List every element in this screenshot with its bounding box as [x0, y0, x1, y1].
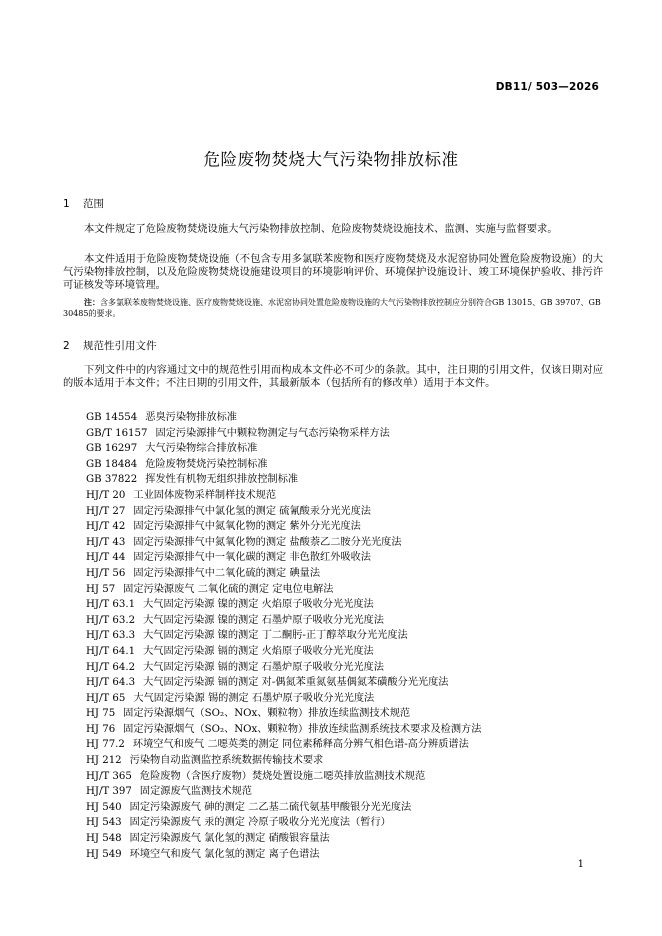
reference-code: HJ/T 27 — [86, 505, 126, 517]
reference-code: HJ/T 63.2 — [86, 614, 136, 626]
reference-item — [86, 722, 481, 738]
section-1-heading — [63, 196, 104, 211]
reference-name: 大气固定污染源 镉的测定 石墨炉原子吸收分光光度法 — [143, 661, 384, 673]
reference-name: 固定污染源废气 汞的测定 冷原子吸收分光光度法（暂行） — [129, 817, 391, 829]
reference-item — [86, 753, 481, 769]
reference-name: 固定污染源排气中氮氧化物的测定 紫外分光光度法 — [133, 521, 361, 533]
reference-name: 固定污染源排气中颗粒物测定与气态污染物采样方法 — [155, 427, 390, 439]
reference-item — [86, 628, 481, 644]
reference-code: HJ/T 365 — [86, 770, 132, 782]
reference-item — [86, 769, 481, 785]
reference-code: HJ/T 63.1 — [86, 599, 136, 611]
page-number: 1 — [577, 859, 584, 870]
reference-item — [86, 613, 481, 629]
reference-name: 环境空气和废气 氯化氢的测定 离子色谱法 — [129, 848, 320, 860]
references-intro: 下列文件中的内容通过文中的规范性引用而构成本文件必不可少的条款。其中，注日期的引用文件，仅该日期对应的版本适用于本文件；不注日期的引用文件，其最新版本（包括所有的修改单）适用于本文件。 — [63, 364, 603, 389]
reference-name: 大气固定污染源 镍的测定 丁二酮肟-正丁醇萃取分光光度法 — [143, 630, 408, 642]
reference-code: HJ/T 64.3 — [86, 677, 136, 689]
reference-name: 大气固定污染源 镉的测定 火焰原子吸收分光光度法 — [143, 645, 374, 657]
reference-code: HJ 548 — [86, 833, 122, 845]
reference-item — [86, 644, 481, 660]
reference-code: GB/T 16157 — [86, 427, 148, 439]
reference-name: 固定源废气监测技术规范 — [139, 786, 252, 798]
reference-item — [86, 691, 481, 707]
reference-item — [86, 426, 481, 442]
reference-name: 危险废物（含医疗废物）焚烧处置设施二噁英排放监测技术规范 — [139, 770, 426, 782]
reference-item — [86, 457, 481, 473]
note-text: 含多氯联苯废物焚烧设施、医疗废物焚烧设施、水泥窑协同处置危险废物设施的大气污染物排放控制应分别符合GB 13015、GB 39707、GB 30485的要求。 — [63, 298, 601, 318]
reference-name: 工业固体废物采样制样技术规范 — [133, 489, 277, 501]
reference-name: 恶臭污染物排放标准 — [145, 412, 237, 423]
section-number: 2 — [63, 340, 70, 352]
reference-name: 危险废物焚烧污染控制标准 — [145, 458, 268, 470]
reference-code: HJ/T 397 — [86, 786, 132, 798]
reference-code: GB 18484 — [86, 458, 138, 470]
reference-code: GB 37822 — [86, 474, 138, 486]
section-title: 范围 — [83, 198, 104, 210]
reference-code: HJ/T 65 — [86, 692, 126, 704]
note-label: 注： — [84, 297, 100, 307]
reference-item — [86, 706, 481, 722]
reference-code: HJ/T 43 — [86, 536, 126, 548]
reference-name: 环境空气和废气 二噁英类的测定 同位素稀释高分辨气相色谱-高分辨质谱法 — [132, 739, 469, 751]
reference-name: 大气固定污染源 镍的测定 石墨炉原子吸收分光光度法 — [143, 614, 384, 626]
reference-code: HJ 76 — [86, 723, 116, 735]
reference-item — [86, 815, 481, 831]
reference-code: HJ/T 42 — [86, 521, 126, 533]
reference-name: 固定污染源烟气（SO₂、NOx、颗粒物）排放连续监测技术规范 — [123, 708, 411, 720]
reference-code: HJ/T 64.2 — [86, 661, 136, 673]
document-code: DB11/ 503—2026 — [495, 81, 599, 93]
reference-item — [86, 519, 481, 535]
reference-code: HJ 549 — [86, 848, 122, 860]
reference-code: HJ/T 20 — [86, 489, 126, 501]
reference-code: HJ 75 — [86, 708, 116, 720]
reference-name: 固定污染源废气 砷的测定 二乙基二硫代氨基甲酸银分光光度法 — [129, 801, 412, 813]
scope-paragraph-2: 本文件适用于危险废物焚烧设施（不包含专用多氯联苯废物和医疗废物焚烧及水泥窑协同处置危险废物设施）的大气污染物排放控制，以及危险废物焚烧设施建设项目的环境影响评价、环境保护设施设计、竣工环境保护验收、排污许可证核发等环境管理。 — [63, 253, 603, 291]
reference-name: 大气污染物综合排放标准 — [145, 443, 258, 455]
reference-code: HJ 212 — [86, 755, 122, 767]
reference-item — [86, 847, 481, 863]
reference-item — [86, 472, 481, 488]
reference-name: 固定污染源排气中氯化氢的测定 硫氰酸汞分光光度法 — [133, 505, 371, 517]
reference-name: 挥发性有机物无组织排放控制标准 — [145, 474, 299, 486]
reference-item — [86, 441, 481, 457]
document-title: 危险废物焚烧大气污染物排放标准 — [203, 150, 459, 169]
reference-code: HJ 543 — [86, 817, 122, 829]
reference-item — [86, 410, 481, 426]
section-2-heading — [63, 338, 157, 353]
reference-code: HJ 57 — [86, 583, 116, 595]
section-title: 规范性引用文件 — [83, 340, 157, 352]
reference-item — [86, 597, 481, 613]
reference-item — [86, 550, 481, 566]
reference-name: 固定污染源排气中氮氧化物的测定 盐酸萘乙二胺分光光度法 — [133, 536, 402, 548]
reference-item — [86, 737, 481, 753]
reference-item — [86, 675, 481, 691]
reference-code: HJ/T 44 — [86, 552, 126, 564]
reference-name: 污染物自动监测监控系统数据传输技术要求 — [129, 755, 324, 767]
reference-name: 大气固定污染源 锡的测定 石墨炉原子吸收分光光度法 — [133, 692, 375, 704]
reference-name: 固定污染源废气 二氧化硫的测定 定电位电解法 — [123, 583, 334, 595]
reference-item — [86, 660, 481, 676]
reference-code: HJ 540 — [86, 801, 122, 813]
reference-name: 固定污染源排气中二氧化硫的测定 碘量法 — [133, 567, 321, 579]
reference-code: HJ/T 64.1 — [86, 645, 136, 657]
reference-item — [86, 784, 481, 800]
reference-code: GB 16297 — [86, 443, 138, 455]
reference-code: HJ 77.2 — [86, 739, 125, 751]
reference-name: 固定污染源排气中一氧化碳的测定 非色散红外吸收法 — [133, 552, 371, 564]
reference-item — [86, 566, 481, 582]
reference-item — [86, 488, 481, 504]
scope-note — [63, 297, 603, 319]
reference-list — [86, 410, 481, 862]
reference-item — [86, 582, 481, 598]
reference-item — [86, 831, 481, 847]
reference-item — [86, 504, 481, 520]
reference-code: HJ/T 63.3 — [86, 630, 136, 642]
scope-paragraph-1: 本文件规定了危险废物焚烧设施大气污染物排放控制、危险废物焚烧设施技术、监测、实施与监督要求。 — [84, 223, 558, 235]
reference-name: 大气固定污染源 镉的测定 对-偶氮苯重氮氨基偶氮苯磺酸分光光度法 — [143, 677, 449, 689]
reference-code: GB 14554 — [86, 412, 138, 423]
reference-name: 大气固定污染源 镍的测定 火焰原子吸收分光光度法 — [143, 599, 374, 611]
reference-code: HJ/T 56 — [86, 567, 126, 579]
reference-item — [86, 535, 481, 551]
section-number: 1 — [63, 198, 70, 210]
reference-name: 固定污染源烟气（SO₂、NOx、颗粒物）排放连续监测系统技术要求及检测方法 — [123, 723, 482, 735]
reference-item — [86, 800, 481, 816]
reference-name: 固定污染源废气 氯化氢的测定 硝酸银容量法 — [129, 833, 330, 845]
